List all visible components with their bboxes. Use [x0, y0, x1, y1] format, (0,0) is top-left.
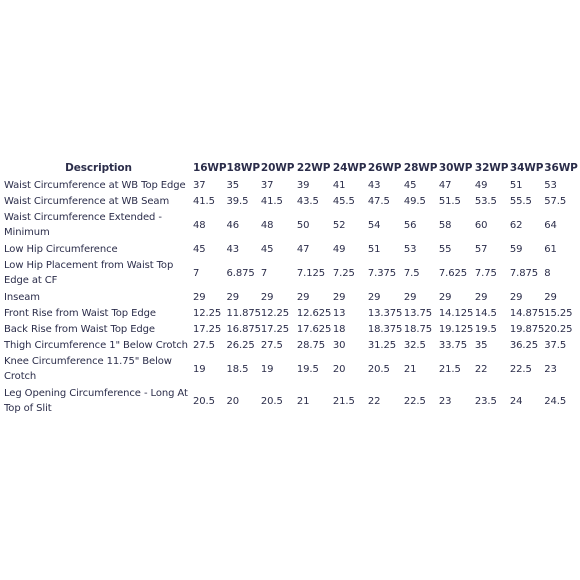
measurement-value: 47	[296, 243, 310, 255]
measurement-value: 14.5	[474, 307, 497, 319]
size-column-header: 32WP	[474, 162, 509, 174]
measurement-value: 29	[403, 291, 417, 303]
measurement-label: Back Rise from Waist Top Edge	[4, 323, 155, 335]
measurement-value: 46	[226, 219, 240, 231]
measurement-label: Waist Circumference at WB Seam	[4, 195, 170, 207]
measurement-value: 20	[226, 395, 240, 407]
size-column-header: 34WP	[509, 162, 544, 174]
measurement-value: 41.5	[260, 195, 283, 207]
measurement-value: 29	[260, 291, 274, 303]
measurement-value: 14.875	[509, 307, 545, 319]
measurement-value: 19	[260, 363, 274, 375]
measurement-value: 49	[332, 243, 346, 255]
measurement-value: 27.5	[193, 339, 215, 351]
measurement-value: 30	[332, 339, 346, 351]
measurement-value: 19.875	[509, 323, 545, 335]
measurement-value: 45	[260, 243, 274, 255]
measurement-value: 26.25	[226, 339, 255, 351]
measurement-value: 8	[544, 267, 551, 279]
measurement-value: 41	[332, 179, 346, 191]
measurement-value: 48	[260, 219, 274, 231]
measurement-value: 55	[438, 243, 452, 255]
measurement-label: Thigh Circumference 1" Below Crotch	[4, 339, 188, 351]
measurement-value: 43.5	[296, 195, 319, 207]
measurement-value: 29	[296, 291, 310, 303]
table-body	[4, 177, 578, 417]
table-row	[4, 209, 578, 241]
measurement-value: 50	[296, 219, 310, 231]
measurement-value: 17.25	[193, 323, 222, 335]
measurement-value: 52	[332, 219, 346, 231]
measurement-value: 48	[193, 219, 206, 231]
measurement-label: Waist Circumference Extended - Minimum	[4, 212, 162, 238]
measurement-value: 31.25	[367, 339, 397, 351]
measurement-value: 19.5	[296, 363, 319, 375]
measurement-value: 39.5	[226, 195, 249, 207]
measurement-value: 29	[226, 291, 240, 303]
measurement-value: 59	[509, 243, 523, 255]
table-row	[4, 305, 578, 321]
table-row	[4, 257, 578, 289]
measurement-value: 56	[403, 219, 417, 231]
measurement-value: 19.125	[438, 323, 474, 335]
measurement-value: 7.5	[403, 267, 420, 279]
size-column-header: 18WP	[226, 162, 260, 174]
size-chart-table	[4, 160, 578, 417]
measurement-label: Waist Circumference at WB Top Edge	[4, 179, 186, 191]
measurement-value: 13	[332, 307, 346, 319]
measurement-value: 29	[332, 291, 346, 303]
measurement-value: 22	[474, 363, 488, 375]
measurement-value: 7.875	[509, 267, 539, 279]
measurement-value: 41.5	[193, 195, 215, 207]
description-column-header: Description	[65, 162, 132, 174]
measurement-value: 60	[474, 219, 488, 231]
measurement-value: 22.5	[403, 395, 426, 407]
measurement-label: Front Rise from Waist Top Edge	[4, 307, 156, 319]
measurement-value: 36.25	[509, 339, 539, 351]
measurement-value: 7.125	[296, 267, 326, 279]
measurement-value: 22	[367, 395, 381, 407]
size-column-header: 30WP	[438, 162, 473, 174]
measurement-value: 27.5	[260, 339, 283, 351]
measurement-value: 57	[474, 243, 488, 255]
measurement-value: 37	[260, 179, 274, 191]
measurement-value: 16.875	[226, 323, 261, 335]
measurement-value: 17.25	[260, 323, 290, 335]
measurement-value: 21	[403, 363, 417, 375]
measurement-value: 51.5	[438, 195, 461, 207]
measurement-value: 24	[509, 395, 523, 407]
measurement-value: 20	[332, 363, 346, 375]
header-row	[4, 160, 578, 177]
measurement-value: 21	[296, 395, 310, 407]
measurement-value: 18.75	[403, 323, 433, 335]
measurement-value: 47.5	[367, 195, 390, 207]
measurement-value: 37	[193, 179, 206, 191]
measurement-value: 62	[509, 219, 523, 231]
size-column-header: 28WP	[403, 162, 438, 174]
measurement-value: 20.5	[367, 363, 390, 375]
measurement-value: 21.5	[332, 395, 355, 407]
measurement-value: 51	[509, 179, 523, 191]
measurement-value: 33.75	[438, 339, 468, 351]
measurement-value: 23	[544, 363, 557, 375]
table-row	[4, 177, 578, 193]
measurement-value: 45	[403, 179, 417, 191]
measurement-value: 35	[226, 179, 240, 191]
measurement-value: 7.25	[332, 267, 355, 279]
measurement-value: 23	[438, 395, 452, 407]
size-column-header: 26WP	[367, 162, 402, 174]
measurement-value: 29	[544, 291, 557, 303]
measurement-value: 64	[544, 219, 557, 231]
measurement-value: 43	[367, 179, 381, 191]
table-row	[4, 289, 578, 305]
measurement-value: 7.75	[474, 267, 497, 279]
measurement-value: 12.25	[260, 307, 290, 319]
measurement-label: Low Hip Placement from Waist Top Edge at CF	[4, 260, 174, 286]
table-header	[4, 160, 578, 177]
measurement-value: 7.625	[438, 267, 468, 279]
measurement-value: 18.5	[226, 363, 249, 375]
measurement-value: 11.875	[226, 307, 261, 319]
measurement-value: 29	[509, 291, 523, 303]
measurement-value: 6.875	[226, 267, 255, 279]
measurement-value: 17.625	[296, 323, 332, 335]
size-column-header: 22WP	[296, 162, 331, 174]
size-column-header: 24WP	[332, 162, 367, 174]
measurement-value: 19.5	[474, 323, 497, 335]
size-column-header: 36WP	[544, 162, 578, 174]
measurement-value: 55.5	[509, 195, 532, 207]
measurement-value: 29	[438, 291, 452, 303]
measurement-value: 29	[474, 291, 488, 303]
measurement-value: 28.75	[296, 339, 326, 351]
measurement-value: 57.5	[544, 195, 567, 207]
size-column-header: 20WP	[260, 162, 295, 174]
measurement-value: 49	[474, 179, 488, 191]
table-row	[4, 353, 578, 385]
measurement-value: 7.375	[367, 267, 397, 279]
measurement-value: 29	[193, 291, 206, 303]
measurement-value: 37.5	[544, 339, 567, 351]
measurement-value: 21.5	[438, 363, 461, 375]
measurement-value: 13.75	[403, 307, 433, 319]
measurement-value: 15.25	[544, 307, 573, 319]
measurement-value: 14.125	[438, 307, 474, 319]
measurement-value: 13.375	[367, 307, 403, 319]
measurement-value: 43	[226, 243, 240, 255]
measurement-value: 53	[403, 243, 417, 255]
measurement-value: 35	[474, 339, 488, 351]
measurement-value: 20.5	[260, 395, 283, 407]
measurement-value: 12.25	[193, 307, 222, 319]
measurement-label: Low Hip Circumference	[4, 243, 118, 255]
measurement-value: 32.5	[403, 339, 426, 351]
table-row	[4, 321, 578, 337]
measurement-value: 7	[260, 267, 268, 279]
measurement-value: 54	[367, 219, 381, 231]
size-column-header: 16WP	[193, 162, 227, 174]
measurement-value: 51	[367, 243, 381, 255]
measurement-value: 53.5	[474, 195, 497, 207]
measurement-value: 20.5	[193, 395, 215, 407]
measurement-value: 24.5	[544, 395, 567, 407]
table-row	[4, 385, 578, 417]
measurement-value: 18	[332, 323, 346, 335]
measurement-value: 23.5	[474, 395, 497, 407]
measurement-value: 39	[296, 179, 310, 191]
measurement-value: 45.5	[332, 195, 355, 207]
measurement-value: 29	[367, 291, 381, 303]
measurement-value: 20.25	[544, 323, 573, 335]
table-row	[4, 193, 578, 209]
measurement-value: 61	[544, 243, 557, 255]
table-row	[4, 337, 578, 353]
measurement-value: 49.5	[403, 195, 426, 207]
measurement-label: Knee Circumference 11.75" Below Crotch	[4, 356, 172, 382]
table-row	[4, 241, 578, 257]
measurement-value: 22.5	[509, 363, 532, 375]
measurement-value: 7	[193, 267, 200, 279]
measurement-value: 47	[438, 179, 452, 191]
measurement-value: 58	[438, 219, 452, 231]
measurement-value: 19	[193, 363, 206, 375]
measurement-value: 12.625	[296, 307, 332, 319]
measurement-value: 18.375	[367, 323, 403, 335]
measurement-value: 45	[193, 243, 206, 255]
measurement-label: Leg Opening Circumference - Long At Top of Slit	[4, 388, 188, 414]
measurement-label: Inseam	[4, 291, 40, 303]
measurement-value: 53	[544, 179, 557, 191]
